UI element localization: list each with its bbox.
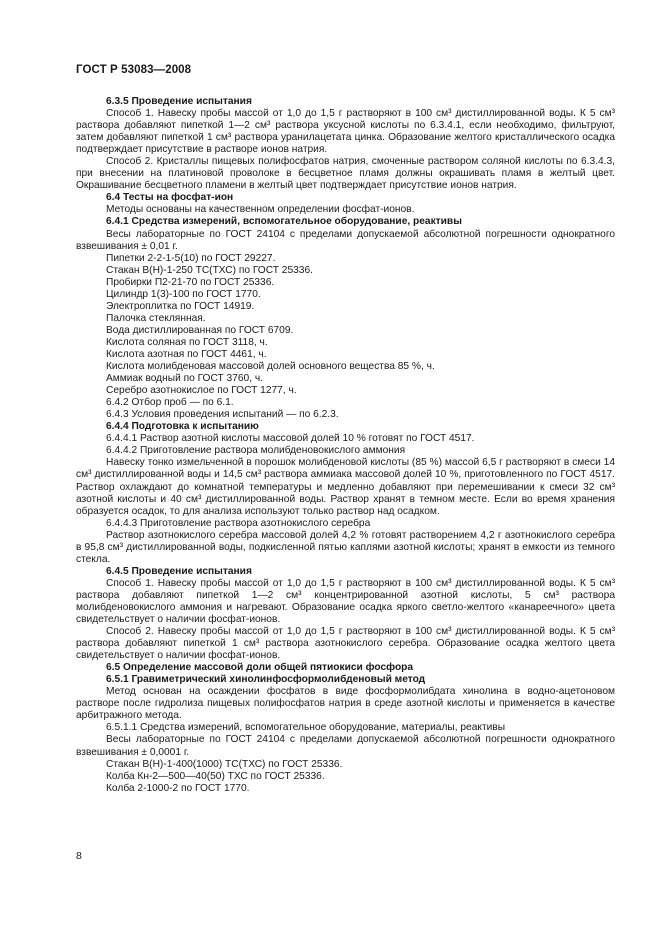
section-heading: 6.5.1 Гравиметрический хинолинфосформолибденовый метод	[106, 674, 426, 686]
paragraph: Способ 2. Кристаллы пищевых полифосфатов натрия, смоченные раствором соляной кислоты по 6.3.4.3, при внесении на платиновой проволоке в бесцветное пламя должны окрашивать пламя в желтый цвет. Окрашивание бесцветного пламени в желтый цвет подтверждает присутствие ионов натрия.	[76, 156, 615, 192]
list-item: Палочка стеклянная.	[106, 312, 206, 324]
section-heading: 6.5 Определение массовой доли общей пятиокиси фосфора	[106, 662, 414, 674]
section-heading: 6.4.5 Проведение испытания	[106, 565, 252, 577]
paragraph: Весы лабораторные по ГОСТ 24104 с пределами допускаемой абсолютной погрешности однократного взвешивания ± 0,01 г.	[76, 228, 615, 252]
paragraph: Способ 1. Навеску пробы массой от 1,0 до 1,5 г растворяют в 100 см³ дистиллированной воды. К 5 см³ раствора добавляют пипеткой 1—2 см³ концентрированной азотной кислоты, 5 см³ раствора молибденовокислого аммония и нагревают. Образование осадка яркого светло-желтого «канареечного» цвета свидетельствует о наличии фосфат-ионов.	[76, 577, 615, 626]
document-body	[76, 96, 615, 795]
list-item: Колба 2-1000-2 по ГОСТ 1770.	[106, 782, 250, 794]
paragraph: 6.5.1.1 Средства измерений, вспомогательное оборудование, материалы, реактивы	[106, 722, 506, 734]
paragraph: Навеску тонко измельченной в порошок молибденовой кислоты (85 %) массой 6,5 г растворяют в смеси 14 см³ дистиллированной воды и 14,5 см³ раствора аммиака массовой долей 10 %, приготовленного по ГОСТ 4517. Раствор охлаждают до комнатной температуры и медленно добавляют при перемешивании к смеси 32 см³ азотной кислоты и 40 см³ дистиллированной воды. Раствор хранят в темном месте. Если во время хранения образуется осадок, то для анализа используют только раствор над осадком.	[76, 457, 615, 517]
section-heading: 6.4.4 Подготовка к испытанию	[106, 421, 259, 433]
list-item: Электроплитка по ГОСТ 14919.	[106, 300, 255, 312]
paragraph: Весы лабораторные по ГОСТ 24104 с пределами допускаемой абсолютной погрешности однократного взвешивания ± 0,0001 г.	[76, 734, 615, 758]
paragraph: 6.4.2 Отбор проб — по 6.1.	[106, 397, 234, 409]
section-heading: 6.4.1 Средства измерений, вспомогательное оборудование, реактивы	[106, 216, 462, 228]
list-item: Колба Кн-2—500—40(50) ТХС по ГОСТ 25336.	[106, 770, 325, 782]
paragraph: Метод основан на осаждении фосфатов в виде фосформолибдата хинолина в водно-ацетоновом растворе после гидролиза пищевых полифосфатов натрия в среде азотной кислоты и применяется в качестве арбитражного метода.	[76, 686, 615, 722]
paragraph: 6.4.4.2 Приготовление раствора молибденовокислого аммония	[106, 445, 406, 457]
paragraph: Методы основаны на качественном определении фосфат-ионов.	[106, 204, 415, 216]
section-heading: 6.4 Тесты на фосфат-ион	[106, 192, 234, 204]
list-item: Цилиндр 1(3)-100 по ГОСТ 1770.	[106, 288, 261, 300]
section-heading: 6.3.5 Проведение испытания	[106, 96, 252, 107]
paragraph: Раствор азотнокислого серебра массовой долей 4,2 % готовят растворением 4,2 г азотнокислого серебра в 95,8 см³ дистиллированной воды, подкисленной пятью каплями азотной кислоты; хранят в емкости из темного стекла.	[76, 529, 615, 565]
paragraph: 6.4.4.1 Раствор азотной кислоты массовой долей 10 % готовят по ГОСТ 4517.	[106, 433, 475, 445]
list-item: Серебро азотнокислое по ГОСТ 1277, ч.	[106, 385, 297, 397]
page-number: 8	[76, 850, 82, 862]
list-item: Стакан В(Н)-1-400(1000) ТС(ТХС) по ГОСТ 25336.	[106, 758, 343, 770]
list-item: Кислота азотная по ГОСТ 4461, ч.	[106, 348, 267, 360]
list-item: Стакан В(Н)-1-250 ТС(ТХС) по ГОСТ 25336.	[106, 264, 313, 276]
paragraph: 6.4.3 Условия проведения испытаний — по 6.2.3.	[106, 409, 339, 421]
paragraph: Способ 2. Навеску пробы массой от 1,0 до 1,5 г растворяют в 100 см³ дистиллированной воды. К 5 см³ раствора добавляют пипеткой 1 см³ раствора азотнокислого серебра. Образование осадка желтого цвета свидетельствует о наличии фосфат-ионов.	[76, 626, 615, 662]
paragraph: 6.4.4.3 Приготовление раствора азотнокислого серебра	[106, 517, 371, 529]
list-item: Кислота соляная по ГОСТ 3118, ч.	[106, 336, 268, 348]
paragraph: Способ 1. Навеску пробы массой от 1,0 до 1,5 г растворяют в 100 см³ дистиллированной воды. К 5 см³ раствора добавляют пипеткой 1—2 см³ раствора уксусной кислоты по 6.3.4.1, если необходимо, фильтруют, затем добавляют пипеткой 1 см³ раствора уранилацетата цинка. Образование желтого кристаллического осадка подтверждает присутствие в растворе ионов натрия.	[76, 108, 615, 156]
document-header: ГОСТ Р 53083—2008	[76, 64, 192, 76]
list-item: Аммиак водный по ГОСТ 3760, ч.	[106, 373, 264, 385]
list-item: Пипетки 2-2-1-5(10) по ГОСТ 29227.	[106, 252, 276, 264]
list-item: Вода дистиллированная по ГОСТ 6709.	[106, 324, 294, 336]
list-item: Пробирки П2-21-70 по ГОСТ 25336.	[106, 276, 275, 288]
list-item: Кислота молибденовая массовой долей основного вещества 85 %, ч.	[106, 361, 435, 373]
